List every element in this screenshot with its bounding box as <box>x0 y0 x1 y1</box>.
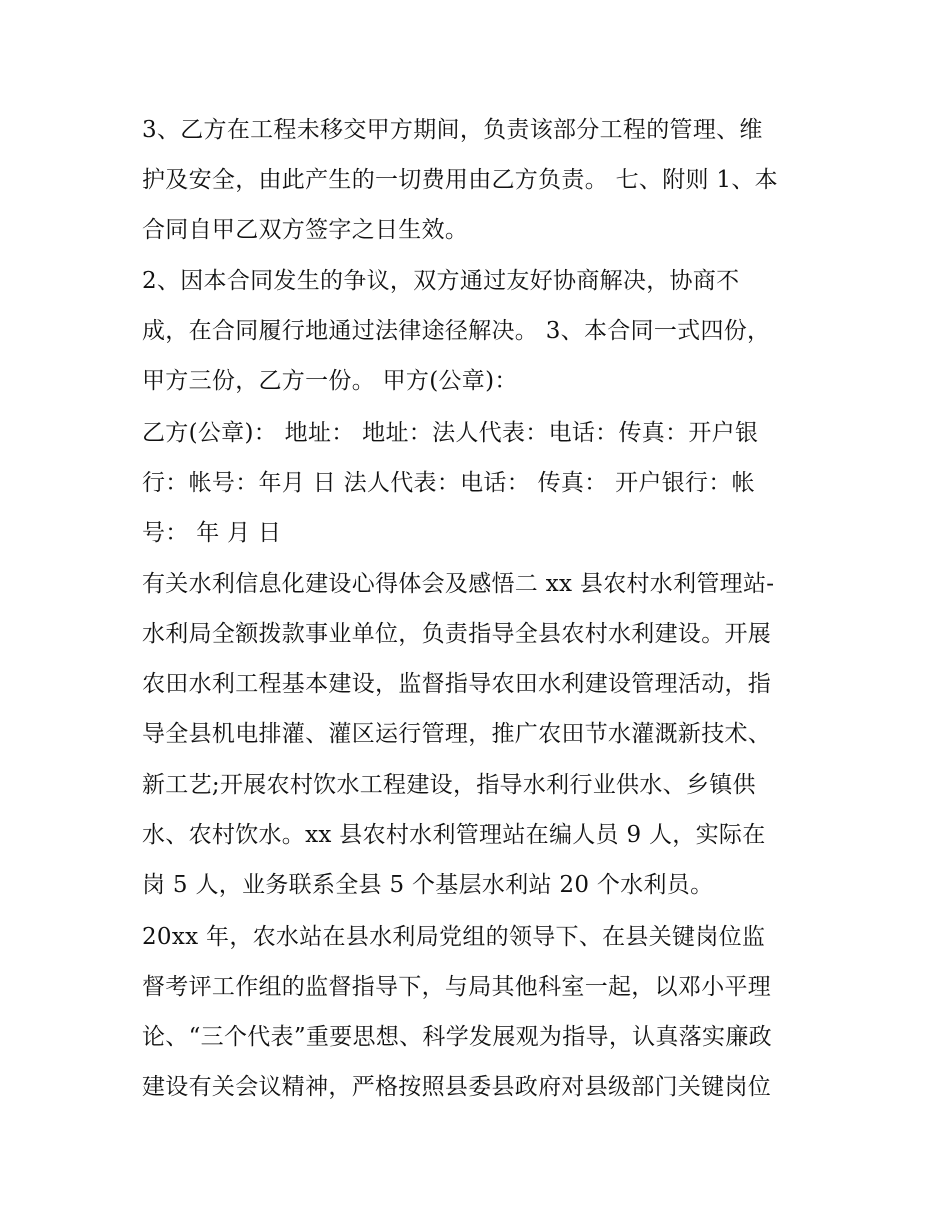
text-line: 导全县机电排灌、灌区运行管理，推广农田节水灌溉新技术、 <box>142 721 772 747</box>
text-line: 水、农村饮水。xx 县农村水利管理站在编人员 9 人，实际在 <box>142 822 766 848</box>
text-line: 20xx 年，农水站在县水利局党组的领导下、在县关键岗位监 <box>142 924 766 950</box>
text-line: 行：帐号：年月 日 法人代表：电话： 传真： 开户银行：帐 <box>142 470 755 496</box>
text-line: 新工艺;开展农村饮水工程建设，指导水利行业供水、乡镇供 <box>142 772 756 798</box>
text-line: 乙方(公章)： 地址： 地址：法人代表：电话：传真：开户银 <box>142 420 759 446</box>
text-line: 建设有关会议精神，严格按照县委县政府对县级部门关键岗位 <box>142 1074 772 1100</box>
text-line: 成，在合同履行地通过法律途径解决。 3、本合同一式四份， <box>142 318 771 344</box>
text-line: 督考评工作组的监督指导下，与局其他科室一起，以邓小平理 <box>142 974 772 1000</box>
text-line: 农田水利工程基本建设，监督指导农田水利建设管理活动，指 <box>142 671 772 697</box>
text-line: 2、因本合同发生的争议，双方通过友好协商解决，协商不 <box>142 268 740 294</box>
text-line: 有关水利信息化建设心得体会及感悟二 xx 县农村水利管理站- <box>142 571 775 597</box>
text-line: 岗 5 人，业务联系全县 5 个基层水利站 20 个水利员。 <box>142 872 714 898</box>
text-line: 论、“三个代表”重要思想、科学发展观为指导，认真落实廉政 <box>142 1024 772 1050</box>
text-line: 护及安全，由此产生的一切费用由乙方负责。 七、附则 1、本 <box>142 167 778 193</box>
text-line: 合同自甲乙双方签字之日生效。 <box>142 217 469 243</box>
text-line: 3、乙方在工程未移交甲方期间，负责该部分工程的管理、维 <box>142 117 763 143</box>
text-line: 号： 年 月 日 <box>142 520 282 546</box>
text-line: 水利局全额拨款事业单位，负责指导全县农村水利建设。开展 <box>142 621 772 647</box>
text-line: 甲方三份，乙方一份。 甲方(公章)： <box>142 368 518 394</box>
